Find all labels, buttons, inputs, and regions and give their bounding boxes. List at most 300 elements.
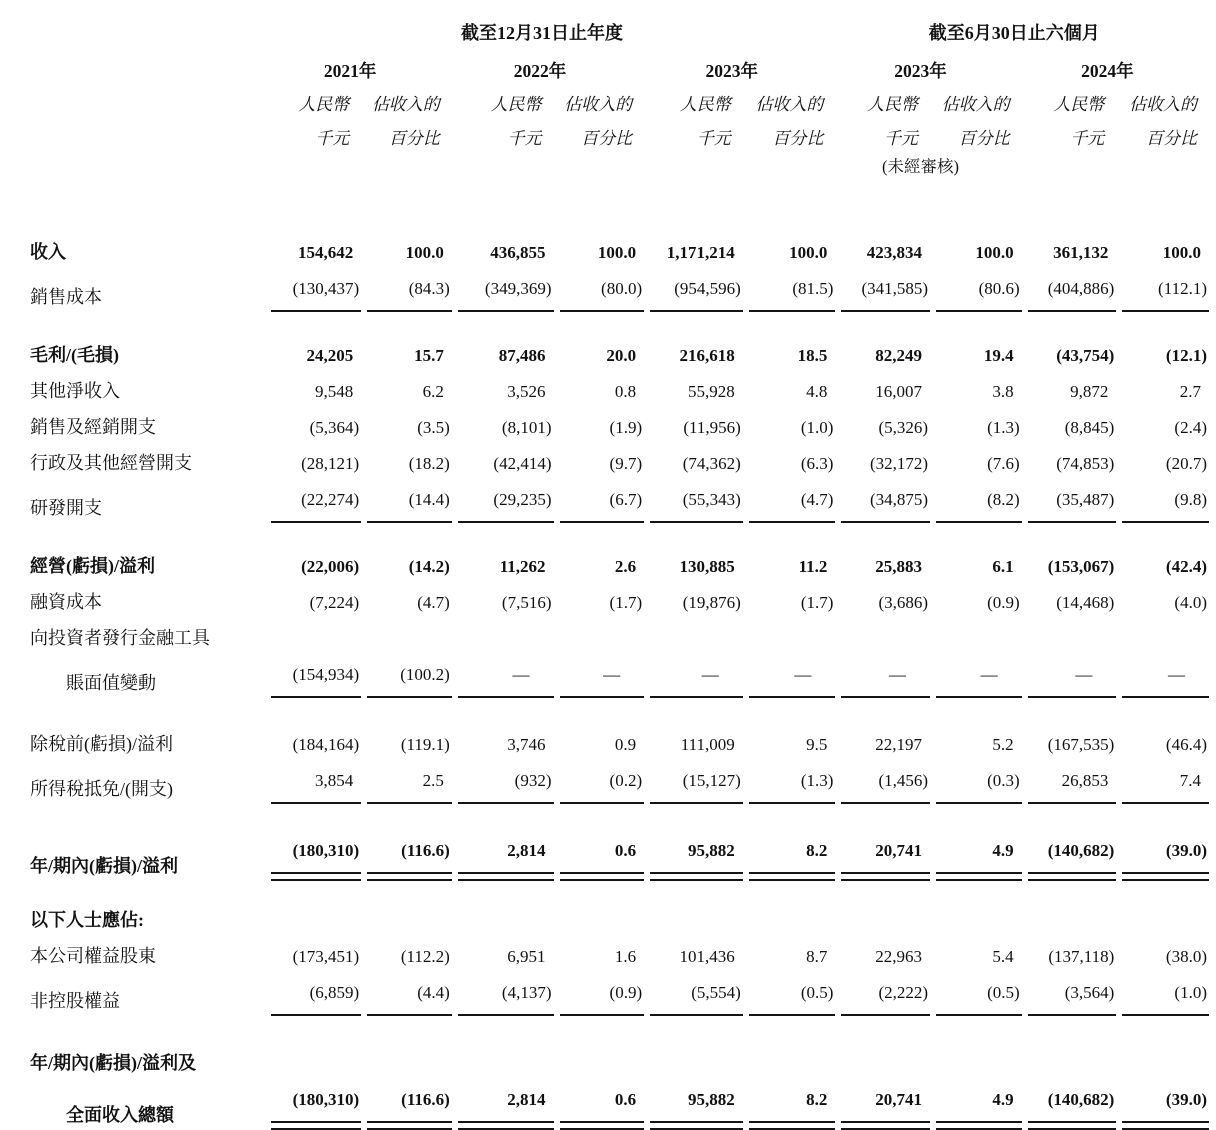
cell-wrap [458, 942, 554, 971]
header-spacer [30, 119, 257, 153]
cell-wrap [841, 413, 930, 442]
cell-value [444, 581, 552, 617]
cell-value [546, 267, 643, 312]
cell-value [1014, 759, 1109, 804]
cell-wrap [271, 660, 362, 698]
cell-value [257, 581, 360, 617]
cell-wrap [271, 377, 362, 406]
cell-value [922, 370, 1014, 406]
cell-value [922, 545, 1014, 581]
cell-text: (167,535) [1047, 735, 1115, 754]
cell-value [1014, 653, 1109, 698]
cell-wrap [841, 341, 930, 370]
cell-value [827, 971, 929, 1016]
table-row [30, 617, 1201, 653]
cell-value [636, 478, 741, 523]
cell-value [1108, 971, 1207, 1016]
cell-text: (154,934) [292, 665, 360, 684]
row-label: 本公司權益股東 [30, 946, 156, 966]
rmb-unit-text: 千元 [1070, 129, 1105, 148]
double-rule-line [1028, 872, 1117, 881]
pct-unit-text: 百分比 [1146, 129, 1197, 148]
cell-text: (4.7) [800, 490, 834, 509]
cell-value [636, 406, 741, 442]
cell-value [636, 759, 741, 804]
table-row [30, 723, 1201, 759]
cell-value [1108, 370, 1201, 406]
row-label: 年/期內(虧損)/溢利及 [30, 1053, 196, 1073]
cell-value [922, 935, 1014, 971]
cell-text: (22,006) [301, 557, 360, 576]
cell-text: 5.4 [992, 947, 1014, 966]
cell-wrap [367, 1085, 452, 1130]
table-row [30, 442, 1201, 478]
cell-wrap [1122, 449, 1209, 478]
cell-value [1108, 759, 1201, 804]
cell-text: 87,486 [498, 346, 546, 365]
cell-text: (6,859) [309, 983, 360, 1002]
pct-unit-text: 百分比 [581, 129, 633, 148]
cell-wrap [936, 238, 1022, 267]
double-rule-line [560, 1121, 645, 1130]
cell-text: (932) [514, 771, 552, 790]
cell-text: 3.8 [992, 382, 1014, 401]
cell-value [827, 267, 929, 312]
cell-wrap [749, 836, 836, 881]
double-rule-line [650, 1121, 743, 1130]
cell-text: 24,205 [306, 346, 354, 365]
cell-wrap [1028, 766, 1117, 804]
cell-value [257, 829, 360, 881]
header-spacer [30, 8, 257, 48]
cell-wrap [650, 552, 743, 581]
cell-value [444, 1078, 546, 1130]
cell-wrap [560, 238, 645, 267]
cell-text: 8.2 [806, 841, 828, 860]
cell-wrap [1028, 485, 1117, 523]
table-row [30, 581, 1201, 617]
cell-wrap [1122, 660, 1209, 698]
cell-text: 0.6 [614, 841, 637, 860]
cell-wrap [749, 341, 836, 370]
cell-value [636, 1078, 735, 1130]
unaudited-row [30, 153, 1201, 181]
cell-wrap [1028, 274, 1117, 312]
cell-wrap [749, 978, 836, 1016]
cell-value [444, 267, 552, 312]
row-label: 向投資者發行金融工具 [30, 628, 210, 648]
double-rule-line [367, 872, 452, 881]
cell-value [827, 370, 922, 406]
row-label: 經營(虧損)/溢利 [30, 556, 155, 576]
cell-value [1014, 231, 1109, 267]
cell-value [257, 545, 360, 581]
year-header-2024-interim: 2024年 [1081, 61, 1134, 81]
cell-value [735, 829, 828, 881]
double-rule-line [271, 872, 362, 881]
cell-wrap [841, 238, 930, 267]
cell-value [257, 406, 360, 442]
row-label: 毛利/(毛損) [30, 345, 119, 365]
cell-text: (14.2) [408, 557, 450, 576]
table-row [30, 829, 1201, 881]
cell-value [257, 759, 354, 804]
cell-value [546, 653, 637, 698]
cell-wrap [650, 836, 743, 881]
table-row [30, 370, 1201, 406]
rmb-header [827, 85, 922, 119]
cell-wrap [458, 978, 554, 1016]
cell-value [257, 334, 354, 370]
cell-text: (6.3) [800, 454, 834, 473]
empty-cells [257, 617, 1201, 653]
cell-wrap [1122, 978, 1209, 1016]
cell-text: (18.2) [408, 454, 450, 473]
cell-value [735, 1078, 828, 1130]
cell-wrap [271, 978, 362, 1016]
cell-wrap [367, 942, 452, 971]
cell-wrap [650, 341, 743, 370]
cell-text: 9,548 [314, 382, 354, 401]
cell-value [353, 935, 450, 971]
cell-value [1108, 334, 1207, 370]
cell-text: (43,754) [1056, 346, 1115, 365]
cell-value [257, 267, 360, 312]
cell-wrap [271, 413, 362, 442]
cell-wrap [560, 377, 645, 406]
cell-text: (0.9) [609, 983, 643, 1002]
unit-header-row-2 [30, 119, 1201, 153]
cell-text: (954,596) [674, 279, 741, 298]
cell-wrap [841, 485, 930, 523]
table-row [30, 406, 1201, 442]
cell-value [257, 1078, 360, 1130]
cell-value [922, 442, 1020, 478]
cell-value [546, 334, 637, 370]
cell-text: (0.5) [987, 983, 1020, 1002]
table-row [30, 899, 1201, 935]
spacer-cell [30, 1016, 1201, 1042]
cell-wrap [271, 730, 362, 759]
cell-wrap [936, 978, 1022, 1016]
cell-value [1014, 406, 1115, 442]
rmb-header [636, 85, 735, 119]
pct-header-text: 佔收入的 [1129, 95, 1197, 114]
cell-text: 22,197 [875, 735, 923, 754]
cell-text: (15,127) [682, 771, 741, 790]
cell-text: 3,526 [507, 382, 546, 401]
pct-header [1108, 85, 1201, 119]
pct-unit-header [735, 119, 828, 153]
rmb-unit-text: 千元 [507, 129, 542, 148]
cell-value [636, 935, 735, 971]
cell-wrap [1122, 588, 1209, 617]
cell-value [444, 935, 546, 971]
double-rule-line [1028, 1121, 1117, 1130]
cell-value [827, 723, 922, 759]
cell-value [1014, 1078, 1115, 1130]
row-label: 研發開支 [30, 498, 102, 518]
cell-text: (1,456) [878, 771, 929, 790]
cell-wrap [841, 660, 930, 698]
rmb-unit-header [827, 119, 922, 153]
cell-text: (22,274) [301, 490, 360, 509]
pct-unit-text: 百分比 [958, 129, 1010, 148]
cell-wrap [936, 942, 1022, 971]
header-spacer [30, 153, 827, 181]
cell-text: (3,686) [878, 593, 929, 612]
cell-wrap [650, 274, 743, 312]
cell-value [444, 545, 546, 581]
cell-wrap [458, 552, 554, 581]
cell-value [353, 406, 450, 442]
cell-wrap [367, 836, 452, 881]
year-header-2022: 2022年 [513, 61, 567, 81]
double-rule-line [749, 1121, 836, 1130]
spacer-row [30, 181, 1201, 231]
cell-wrap [1122, 238, 1209, 267]
cell-wrap [749, 485, 836, 523]
cell-text: (119.1) [400, 735, 450, 754]
cell-text: 100.0 [975, 243, 1014, 262]
cell-value [353, 231, 444, 267]
cell-value [444, 971, 552, 1016]
spacer-row [30, 523, 1201, 545]
cell-text: 20.0 [606, 346, 637, 365]
cell-text: (4.4) [417, 983, 450, 1002]
cell-wrap [367, 341, 452, 370]
cell-value [1108, 581, 1207, 617]
cell-value [444, 653, 546, 698]
cell-wrap [1028, 413, 1117, 442]
cell-wrap [936, 552, 1022, 581]
cell-value [827, 545, 922, 581]
row-label: 年/期內(虧損)/溢利 [30, 856, 178, 876]
cell-text: (39.0) [1165, 1090, 1207, 1109]
cell-text: 7.4 [1179, 771, 1201, 790]
cell-text: (9.7) [609, 454, 643, 473]
cell-text: (100.2) [400, 665, 450, 684]
cell-value [257, 723, 360, 759]
cell-text: 16,007 [875, 382, 923, 401]
year-header-row [30, 48, 1201, 85]
table-row [30, 334, 1201, 370]
cell-wrap [1028, 552, 1117, 581]
rmb-unit-header [444, 119, 546, 153]
cell-value [257, 370, 354, 406]
cell-text: (4.7) [417, 593, 450, 612]
cell-value [827, 829, 922, 881]
cell-text: (84.3) [408, 279, 450, 298]
cell-text: (1.3) [987, 418, 1020, 437]
cell-value [922, 971, 1020, 1016]
pct-header-text: 佔收入的 [755, 95, 824, 114]
cell-value [1108, 406, 1207, 442]
cell-wrap [560, 978, 645, 1016]
cell-value [444, 406, 552, 442]
cell-wrap [367, 978, 452, 1016]
cell-text: (55,343) [682, 490, 741, 509]
cell-text: (12.1) [1165, 346, 1207, 365]
cell-text: 361,132 [1053, 243, 1109, 262]
cell-text: 100.0 [405, 243, 444, 262]
pct-header [353, 85, 444, 119]
cell-wrap [749, 449, 836, 478]
cell-value [1014, 581, 1115, 617]
cell-text: 100.0 [597, 243, 637, 262]
table-row [30, 653, 1201, 698]
table-row [30, 971, 1201, 1016]
rmb-unit-header [1014, 119, 1109, 153]
cell-wrap [458, 660, 554, 698]
cell-value [257, 653, 360, 698]
cell-value [444, 370, 546, 406]
cell-wrap [1028, 836, 1117, 881]
cell-value [353, 759, 444, 804]
cell-value [1108, 545, 1207, 581]
cell-value [922, 267, 1020, 312]
cell-wrap [1028, 942, 1117, 971]
cell-wrap [271, 836, 362, 881]
table-row [30, 267, 1201, 312]
cell-value [735, 545, 828, 581]
header-spacer [1014, 153, 1201, 181]
cell-value [353, 971, 450, 1016]
cell-text: 2.7 [1179, 382, 1201, 401]
cell-wrap [560, 588, 645, 617]
cell-text: 2.5 [422, 771, 444, 790]
cell-text: (5,554) [691, 983, 741, 1002]
cell-value [546, 581, 643, 617]
cell-wrap [367, 730, 452, 759]
spacer-row [30, 698, 1201, 723]
cell-value [827, 442, 929, 478]
cell-value [636, 442, 741, 478]
cell-text: (140,682) [1047, 1090, 1115, 1109]
cell-text: (0.3) [987, 771, 1020, 790]
cell-value [1108, 935, 1207, 971]
cell-wrap [560, 836, 645, 881]
cell-wrap [749, 588, 836, 617]
cell-wrap [841, 552, 930, 581]
unaudited-note: (未經審核) [882, 157, 960, 176]
cell-value [1014, 829, 1115, 881]
cell-text: (80.0) [601, 279, 643, 298]
cell-text: 1.6 [614, 947, 637, 966]
cell-value [827, 334, 922, 370]
cell-wrap [271, 942, 362, 971]
cell-value [735, 370, 828, 406]
annual-period-header: 截至12月31日止年度 [460, 23, 623, 43]
unit-header-row-1 [30, 85, 1201, 119]
cell-text: (81.5) [792, 279, 834, 298]
cell-value [735, 581, 834, 617]
cell-wrap [936, 341, 1022, 370]
cell-value [353, 723, 450, 759]
rmb-header [444, 85, 546, 119]
cell-value [444, 829, 546, 881]
cell-wrap [936, 766, 1022, 804]
pct-unit-header [546, 119, 637, 153]
cell-text: (116.6) [401, 1090, 450, 1109]
cell-text: (38.0) [1165, 947, 1207, 966]
table-row [30, 231, 1201, 267]
spacer-cell [30, 804, 1201, 829]
pct-unit-header [922, 119, 1014, 153]
cell-text: — [794, 665, 812, 684]
pct-header [735, 85, 828, 119]
year-header-2023-interim: 2023年 [894, 61, 947, 81]
cell-wrap [458, 238, 554, 267]
cell-wrap [936, 274, 1022, 312]
rmb-header-text: 人民幣 [490, 95, 542, 114]
cell-text: (20.7) [1165, 454, 1207, 473]
income-statement-table [30, 8, 1207, 1130]
cell-value [1014, 935, 1115, 971]
cell-wrap [936, 377, 1022, 406]
cell-text: 100.0 [1162, 243, 1201, 262]
cell-wrap [367, 552, 452, 581]
cell-wrap [458, 588, 554, 617]
cell-text: 216,618 [679, 346, 735, 365]
cell-wrap [560, 1085, 645, 1130]
cell-wrap [367, 377, 452, 406]
cell-wrap [1122, 485, 1209, 523]
cell-wrap [367, 766, 452, 804]
cell-text: 2,814 [507, 841, 546, 860]
cell-wrap [841, 1085, 930, 1130]
cell-value [257, 935, 360, 971]
cell-value [636, 231, 735, 267]
cell-wrap [560, 485, 645, 523]
cell-text: (34,875) [869, 490, 929, 509]
rmb-unit-text: 千元 [315, 129, 350, 148]
cell-text: (28,121) [301, 454, 360, 473]
cell-text: (180,310) [292, 1090, 360, 1109]
cell-wrap [271, 766, 362, 804]
cell-wrap [936, 660, 1022, 698]
cell-wrap [1122, 274, 1209, 312]
cell-wrap [650, 942, 743, 971]
cell-wrap [650, 588, 743, 617]
cell-value [636, 723, 735, 759]
cell-text: 19.4 [983, 346, 1014, 365]
table-row [30, 478, 1201, 523]
cell-wrap [458, 730, 554, 759]
cell-wrap [560, 449, 645, 478]
row-label: 銷售成本 [30, 287, 102, 307]
cell-text: 3,746 [507, 735, 546, 754]
cell-text: (3.5) [417, 418, 450, 437]
row-label: 賬面值變動 [66, 673, 156, 693]
cell-value [827, 406, 929, 442]
cell-text: (14.4) [408, 490, 450, 509]
pct-header-text: 佔收入的 [564, 95, 633, 114]
cell-value [735, 267, 834, 312]
cell-value [1108, 1078, 1207, 1130]
cell-text: (341,585) [861, 279, 929, 298]
cell-text: (0.9) [987, 593, 1020, 612]
cell-text: (74,853) [1056, 454, 1115, 473]
pct-unit-header [1108, 119, 1201, 153]
cell-value [1014, 442, 1115, 478]
cell-text: 4.8 [806, 382, 828, 401]
cell-value [546, 971, 643, 1016]
cell-value [257, 231, 354, 267]
row-label: 非控股權益 [30, 991, 120, 1011]
cell-wrap [458, 377, 554, 406]
cell-value [1108, 723, 1207, 759]
